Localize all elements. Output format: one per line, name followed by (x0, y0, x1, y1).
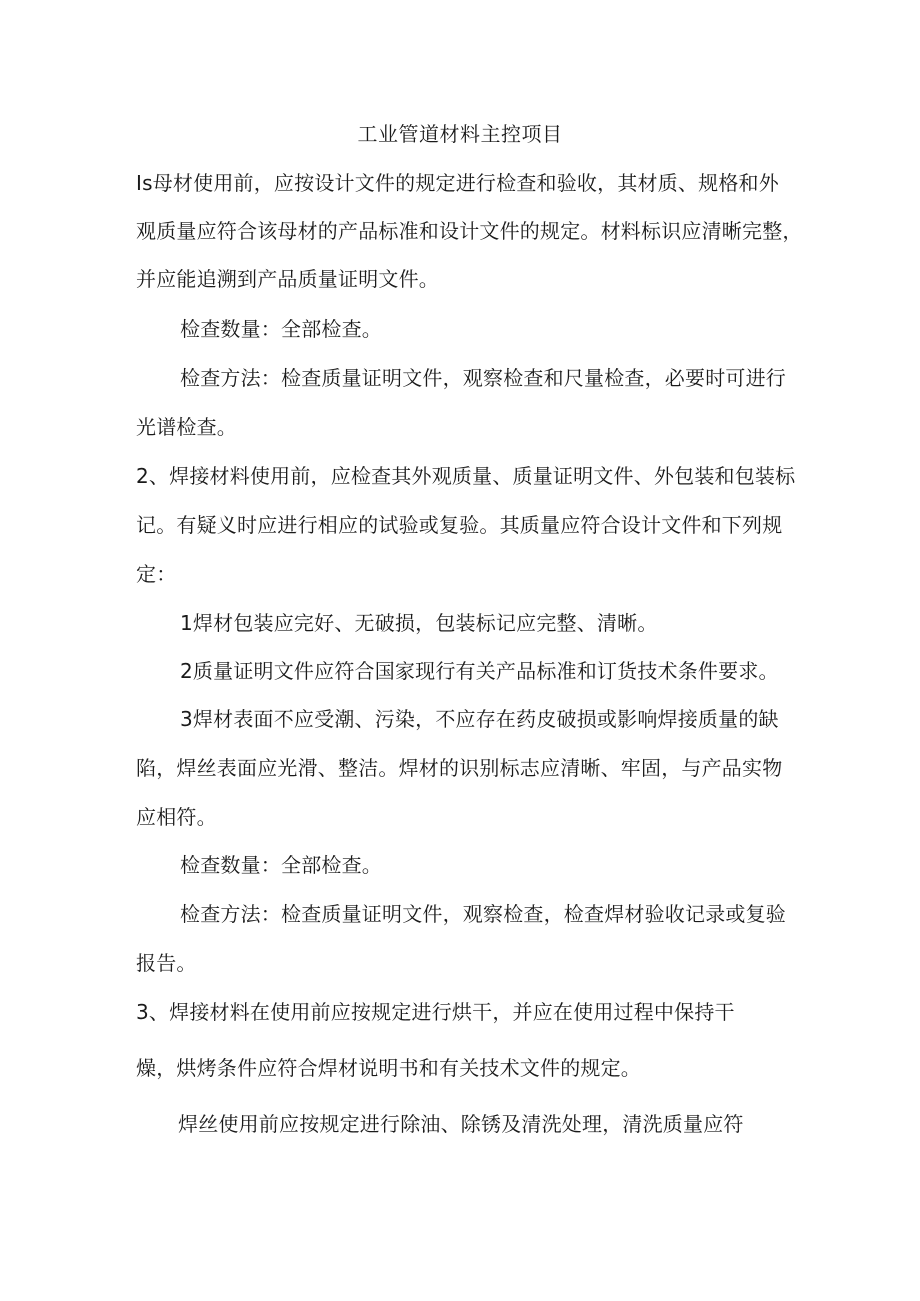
paragraph-line: 2、焊接材料使用前，应检查其外观质量、质量证明文件、外包装和包装标 (136, 464, 796, 488)
paragraph-line: 报告。 (136, 951, 197, 975)
paragraph-line: 1焊材包装应完好、无破损，包装标记应完整、清晰。 (180, 611, 658, 635)
paragraph-line: 焊丝使用前应按规定进行除油、除锈及清洗处理，清洗质量应符 (178, 1112, 744, 1136)
paragraph-line: 2质量证明文件应符合国家现行有关产品标准和订货技术条件要求。 (180, 659, 779, 683)
document-title: 工业管道材料主控项目 (357, 122, 563, 146)
paragraph-line: Is母材使用前，应按设计文件的规定进行检查和验收，其材质、规格和外 (136, 171, 779, 195)
paragraph-line: 并应能追溯到产品质量证明文件。 (136, 267, 439, 291)
paragraph-line: 定： (136, 562, 177, 586)
paragraph-line: 3、焊接材料在使用前应按规定进行烘干，并应在使用过程中保持干 (136, 1000, 735, 1024)
paragraph-line: 检查数量：全部检查。 (180, 853, 382, 877)
paragraph-line: 3焊材表面不应受潮、污染，不应存在药皮破损或影响焊接质量的缺 (180, 707, 779, 731)
paragraph-line: 观质量应符合该母材的产品标准和设计文件的规定。材料标识应清晰完整， (136, 219, 803, 243)
paragraph-line: 检查数量：全部检查。 (180, 317, 382, 341)
paragraph-line: 检查方法：检查质量证明文件，观察检查，检查焊材验收记录或复验 (180, 902, 786, 926)
paragraph-line: 光谱检查。 (136, 415, 237, 439)
paragraph-line: 记。有疑义时应进行相应的试验或复验。其质量应符合设计文件和下列规 (136, 513, 783, 537)
paragraph-line: 陷，焊丝表面应光滑、整洁。焊材的识别标志应清晰、牢固，与产品实物 (136, 756, 783, 780)
paragraph-line: 应相符。 (136, 805, 217, 829)
paragraph-line: 燥，烘烤条件应符合焊材说明书和有关技术文件的规定。 (136, 1056, 641, 1080)
paragraph-line: 检查方法：检查质量证明文件，观察检查和尺量检查，必要时可进行 (180, 366, 786, 390)
